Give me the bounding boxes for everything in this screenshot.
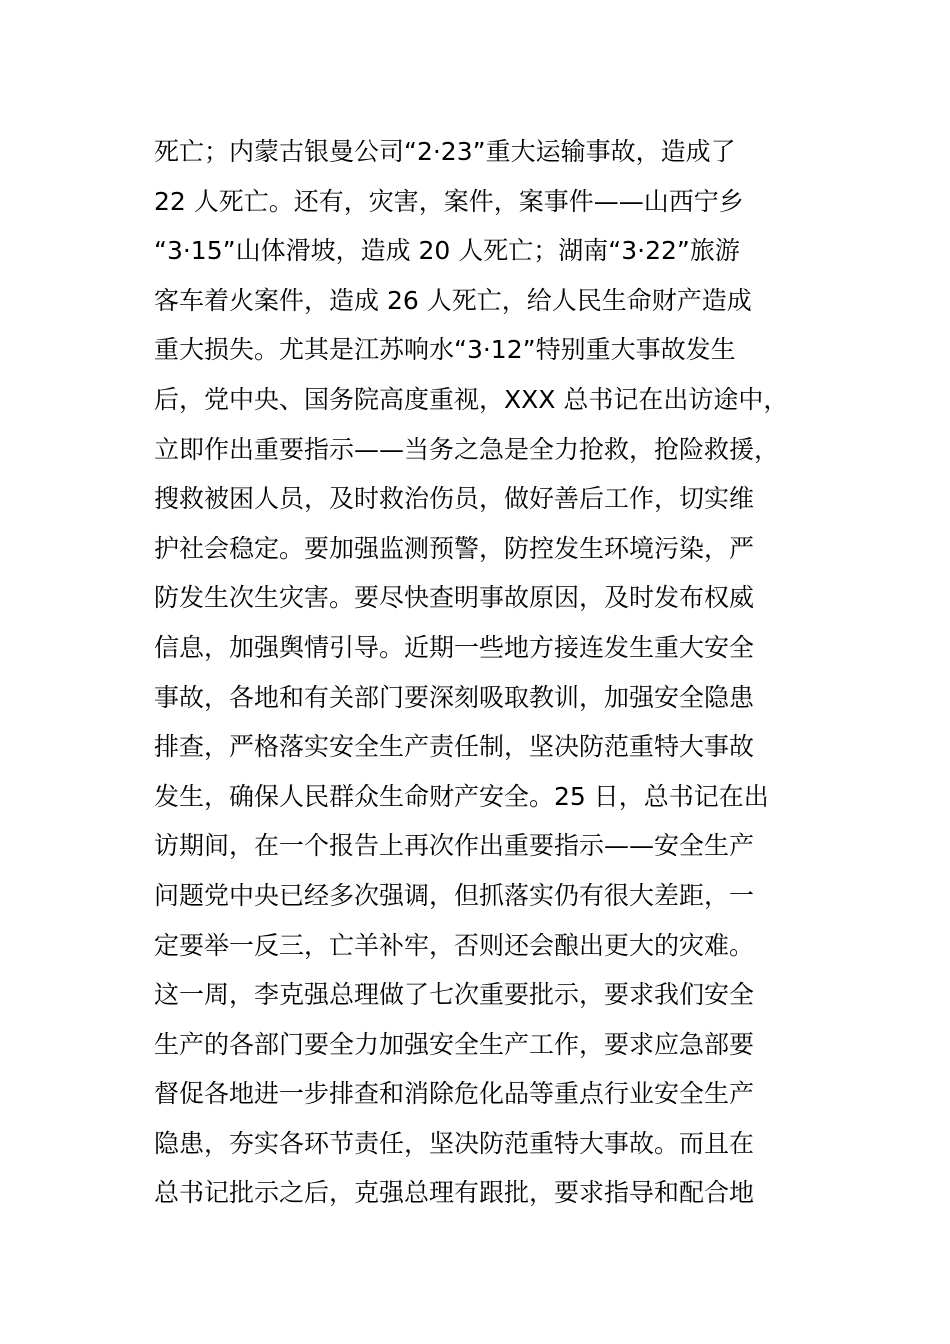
text-line-3: “3·15”山体滑坡，造成 20 人死亡；湖南“3·22”旅游 — [154, 236, 740, 266]
text-line-17: 定要举一反三，亡羊补牢，否则还会酿出更大的灾难。 — [154, 930, 755, 960]
text-line-20: 督促各地进一步排查和消除危化品等重点行业安全生产 — [154, 1079, 755, 1109]
text-line-13: 排查，严格落实安全生产责任制，坚决防范重特大事故 — [154, 732, 755, 762]
text-line-19: 生产的各部门要全力加强安全生产工作，要求应急部要 — [154, 1029, 755, 1059]
text-line-6: 后，党中央、国务院高度重视，XXX 总书记在出访途中， — [154, 384, 789, 414]
text-line-14: 发生，确保人民群众生命财产安全。25 日，总书记在出 — [154, 781, 769, 811]
text-line-2: 22 人死亡。还有，灾害，案件，案事件——山西宁乡 — [154, 186, 744, 216]
text-line-12: 事故，各地和有关部门要深刻吸取教训，加强安全隐患 — [154, 682, 755, 712]
text-line-9: 护社会稳定。要加强监测预警，防控发生环境污染，严 — [154, 533, 755, 563]
body-text — [154, 127, 834, 1218]
text-line-7: 立即作出重要指示——当务之急是全力抢救，抢险救援， — [154, 434, 780, 464]
text-line-11: 信息，加强舆情引导。近期一些地方接连发生重大安全 — [154, 632, 755, 662]
text-line-1: 死亡；内蒙古银曼公司“2·23”重大运输事故，造成了 — [154, 137, 736, 166]
text-line-10: 防发生次生灾害。要尽快查明事故原因，及时发布权威 — [154, 583, 755, 613]
text-line-5: 重大损失。尤其是江苏响水“3·12”特别重大事故发生 — [154, 335, 736, 365]
text-line-22: 总书记批示之后，克强总理有跟批，要求指导和配合地 — [154, 1178, 755, 1208]
text-line-16: 问题党中央已经多次强调，但抓落实仍有很大差距，一 — [154, 880, 755, 910]
text-line-8: 搜救被困人员，及时救治伤员，做好善后工作，切实维 — [154, 484, 755, 514]
text-line-15: 访期间，在一个报告上再次作出重要指示——安全生产 — [154, 831, 755, 861]
text-line-4: 客车着火案件，造成 26 人死亡，给人民生命财产造成 — [154, 285, 752, 315]
text-line-18: 这一周，李克强总理做了七次重要批示，要求我们安全 — [154, 980, 755, 1010]
text-line-21: 隐患，夯实各环节责任，坚决防范重特大事故。而且在 — [154, 1128, 755, 1158]
